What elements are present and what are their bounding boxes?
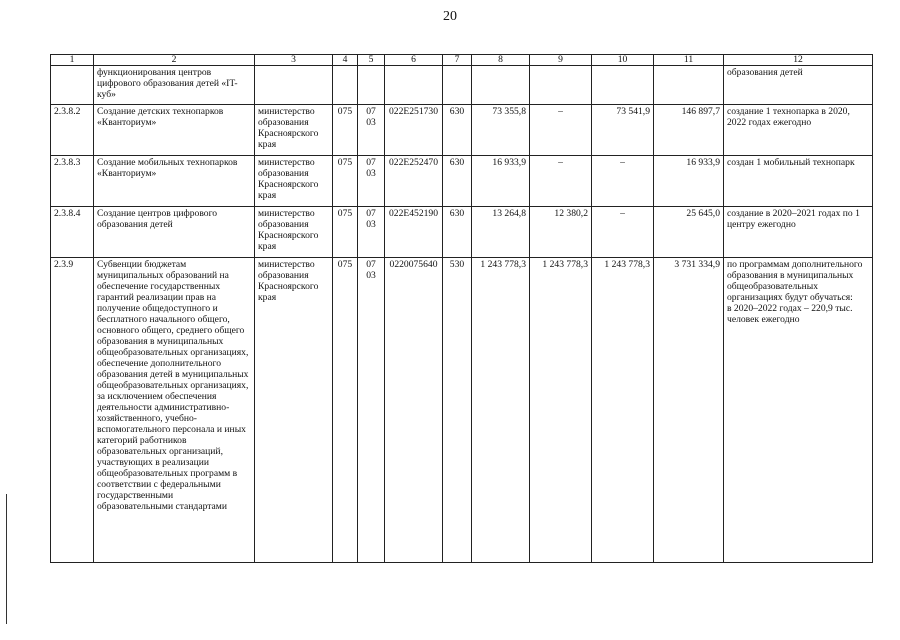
cell-csr: 022Е452190	[385, 207, 443, 258]
table-row	[51, 207, 873, 258]
cell-grbs: 075	[333, 105, 358, 156]
cell-num: 2.3.8.2	[51, 105, 94, 156]
cell-num: 2.3.9	[51, 258, 94, 563]
cell-y2020: 13 264,8	[472, 207, 530, 258]
column-header: 3	[255, 55, 333, 66]
cell-y2021: –	[530, 156, 592, 207]
column-header: 9	[530, 55, 592, 66]
cell-total: 146 897,7	[654, 105, 724, 156]
cell-total: 16 933,9	[654, 156, 724, 207]
cell-name: Создание детских технопарков «Кванториум»	[94, 105, 255, 156]
column-header: 8	[472, 55, 530, 66]
header-row	[51, 55, 873, 66]
cell-y2021: 1 243 778,3	[530, 258, 592, 563]
cell-y2020: 16 933,9	[472, 156, 530, 207]
cell-total: 3 731 334,9	[654, 258, 724, 563]
table-row	[51, 156, 873, 207]
cell-rzpr: 07 03	[358, 156, 385, 207]
cell-executor: министерство образования Красноярского края	[255, 207, 333, 258]
cell-csr: 0220075640	[385, 258, 443, 563]
cell-executor: министерство образования Красноярского края	[255, 156, 333, 207]
cell-result: создание 1 технопарка в 2020, 2022 годах ежегодно	[724, 105, 873, 156]
column-header: 10	[592, 55, 654, 66]
cell-executor: министерство образования Красноярского края	[255, 258, 333, 563]
cell-executor	[255, 66, 333, 105]
cell-vr: 530	[443, 258, 472, 563]
column-header: 11	[654, 55, 724, 66]
page-number: 20	[443, 9, 457, 24]
cell-vr: 630	[443, 105, 472, 156]
cell-num: 2.3.8.4	[51, 207, 94, 258]
cell-vr: 630	[443, 207, 472, 258]
column-header: 12	[724, 55, 873, 66]
cell-name: функционирования центров цифрового образования детей «IT-куб»	[94, 66, 255, 105]
column-header: 2	[94, 55, 255, 66]
column-header: 1	[51, 55, 94, 66]
cell-rzpr	[358, 66, 385, 105]
column-header: 4	[333, 55, 358, 66]
cell-rzpr: 07 03	[358, 105, 385, 156]
cell-y2021: –	[530, 105, 592, 156]
cell-result: образования детей	[724, 66, 873, 105]
cell-result: по программам дополнительного образования в муниципальных общеобразовательных организациях будут обучаться: в 2020–2022 годах – 220,9 тыс. человек ежегодно	[724, 258, 873, 563]
cell-csr: 022Е251730	[385, 105, 443, 156]
cell-total: 25 645,0	[654, 207, 724, 258]
cell-y2020	[472, 66, 530, 105]
cell-grbs: 075	[333, 207, 358, 258]
column-header: 5	[358, 55, 385, 66]
cell-grbs	[333, 66, 358, 105]
cell-vr: 630	[443, 156, 472, 207]
column-header: 7	[443, 55, 472, 66]
table-row	[51, 258, 873, 563]
cell-y2020: 1 243 778,3	[472, 258, 530, 563]
cell-rzpr: 07 03	[358, 207, 385, 258]
cell-vr	[443, 66, 472, 105]
budget-table	[50, 54, 873, 563]
cell-name: Создание мобильных технопарков «Кванториум»	[94, 156, 255, 207]
cell-y2021	[530, 66, 592, 105]
cell-grbs: 075	[333, 258, 358, 563]
margin-rule	[6, 494, 7, 624]
cell-y2022	[592, 66, 654, 105]
cell-csr: 022Е252470	[385, 156, 443, 207]
cell-result: создан 1 мобильный технопарк	[724, 156, 873, 207]
cell-total	[654, 66, 724, 105]
cell-y2022: –	[592, 207, 654, 258]
cell-y2020: 73 355,8	[472, 105, 530, 156]
cell-result: создание в 2020–2021 годах по 1 центру ежегодно	[724, 207, 873, 258]
table-row	[51, 105, 873, 156]
cell-name: Субвенции бюджетам муниципальных образований на обеспечение государственных гарантий реализации прав на получение общедоступного и бесплатного начального общего, основного общего, среднего общего образования в муниципальных общеобразовательных организациях, обеспечение дополнительного образования детей в муниципальных общеобразовательных организациях, за исключением обеспечения деятельности административно-хозяйственного, учебно-вспомогательного персонала и иных категорий работников образовательных организаций, участвующих в реализации общеобразовательных программ в соответствии с федеральными государственными образовательными стандартами	[94, 258, 255, 563]
cell-y2022: 1 243 778,3	[592, 258, 654, 563]
cell-num	[51, 66, 94, 105]
column-header: 6	[385, 55, 443, 66]
cell-executor: министерство образования Красноярского края	[255, 105, 333, 156]
cell-name: Создание центров цифрового образования детей	[94, 207, 255, 258]
cell-csr	[385, 66, 443, 105]
cell-y2022: –	[592, 156, 654, 207]
cell-rzpr: 07 03	[358, 258, 385, 563]
continuation-row	[51, 66, 873, 105]
cell-y2022: 73 541,9	[592, 105, 654, 156]
cell-y2021: 12 380,2	[530, 207, 592, 258]
cell-grbs: 075	[333, 156, 358, 207]
cell-num: 2.3.8.3	[51, 156, 94, 207]
